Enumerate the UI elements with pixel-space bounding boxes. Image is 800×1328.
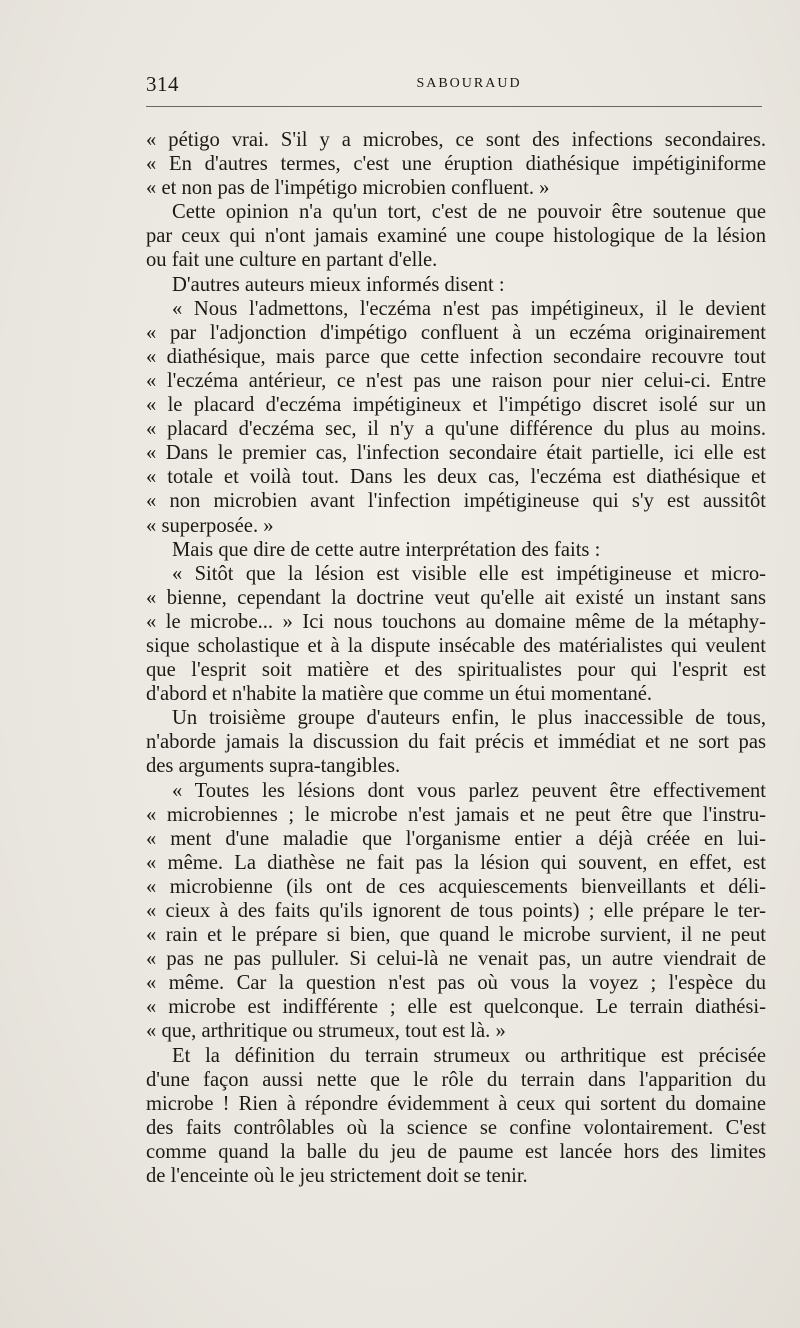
text-line: « En d'autres termes, c'est une éruption diathésique impétiginiforme (146, 153, 766, 176)
text-line: « même. La diathèse ne fait pas la lésion qui souvent, en effet, est (146, 851, 766, 874)
text-line: « cieux à des faits qu'ils ignorent de tous points) ; elle prépare le ter- (146, 900, 766, 922)
text-line: Et la définition du terrain strumeux ou arthritique est précisée (172, 1044, 766, 1067)
text-line: « microbe est indifférente ; elle est quelconque. Le terrain diathési- (146, 996, 766, 1019)
text-line: « Nous l'admettons, l'eczéma n'est pas impétigineux, il le devient (172, 297, 766, 320)
text-line: comme quand la balle du jeu de paume est lancée hors des limites (146, 1140, 766, 1163)
text-line: « pétigo vrai. S'il y a microbes, ce sont des infections secondaires. (146, 129, 766, 151)
text-line: « rain et le prépare si bien, que quand le microbe survient, il ne peut (146, 924, 766, 947)
text-line: n'aborde jamais la discussion du fait précis et immédiat et ne sort pas (146, 731, 766, 754)
text-line: que l'esprit soit matière et des spiritualistes pour qui l'esprit est (146, 659, 766, 682)
text-line: « Sitôt que la lésion est visible elle est impétigineuse et micro- (172, 562, 766, 585)
text-line: « non microbien avant l'infection impétigineuse qui s'y est aussitôt (146, 490, 766, 513)
header-rule (146, 106, 762, 107)
text-line: « que, arthritique ou strumeux, tout est là. » (146, 1020, 506, 1043)
text-line: « pas ne pas pulluler. Si celui-là ne venait pas, un autre viendrait de (146, 948, 766, 971)
text-line: de l'enceinte où le jeu strictement doit se tenir. (146, 1165, 528, 1188)
text-line: par ceux qui n'ont jamais examiné une coupe histologique de la lésion (146, 225, 766, 248)
text-line: « même. Car la question n'est pas où vous la voyez ; l'espèce du (146, 972, 766, 995)
text-line: « le placard d'eczéma impétigineux et l'impétigo discret isolé sur un (146, 394, 766, 417)
text-line: « placard d'eczéma sec, il n'y a qu'une différence du plus au moins. (146, 418, 766, 441)
text-line: des faits contrôlables où la science se confine volontairement. C'est (146, 1116, 766, 1139)
running-head: SABOURAUD (416, 76, 522, 91)
text-line: d'abord et n'habite la matière que comme un étui momentané. (146, 683, 653, 706)
text-line: Cette opinion n'a qu'un tort, c'est de ne pouvoir être soutenue que (172, 201, 766, 224)
text-line: « le microbe... » Ici nous touchons au domaine même de la métaphy- (146, 610, 766, 633)
text-line: sique scholastique et à la dispute insécable des matérialistes qui veulent (146, 634, 766, 657)
text-line: « l'eczéma antérieur, ce n'est pas une raison pour nier celui-ci. Entre (146, 369, 766, 392)
text-line: Un troisième groupe d'auteurs enfin, le plus inaccessible de tous, (172, 707, 766, 730)
body-text (146, 128, 766, 1188)
text-line: d'une façon aussi nette que le rôle du terrain dans l'apparition du (146, 1068, 766, 1091)
text-line: « bienne, cependant la doctrine veut qu'elle ait existé un instant sans (146, 586, 766, 609)
text-line: « superposée. » (146, 514, 274, 537)
page-header (146, 72, 762, 104)
text-line: « ment d'une maladie que l'organisme entier a déjà créée en lui- (146, 827, 766, 850)
text-line: « et non pas de l'impétigo microbien confluent. » (146, 177, 550, 200)
text-line: D'autres auteurs mieux informés disent : (172, 273, 505, 296)
text-line: « microbienne (ils ont de ces acquiescements bienveillants et déli- (146, 875, 766, 898)
text-line: « Toutes les lésions dont vous parlez peuvent être effectivement (172, 779, 766, 802)
text-line: microbe ! Rien à répondre évidemment à ceux qui sortent du domaine (146, 1092, 766, 1115)
text-line: Mais que dire de cette autre interprétation des faits : (172, 538, 601, 561)
text-line: « totale et voilà tout. Dans les deux cas, l'eczéma est diathésique et (146, 466, 766, 489)
text-line: « microbiennes ; le microbe n'est jamais et ne peut être que l'instru- (146, 803, 766, 826)
text-line: des arguments supra-tangibles. (146, 755, 401, 778)
text-line: « Dans le premier cas, l'infection secondaire était partielle, ici elle est (146, 442, 766, 465)
text-line: « diathésique, mais parce que cette infection secondaire recouvre tout (146, 345, 766, 368)
text-line: « par l'adjonction d'impétigo confluent à un eczéma originairement (146, 321, 766, 344)
page-number: 314 (146, 72, 179, 96)
text-line: ou fait une culture en partant d'elle. (146, 249, 438, 272)
